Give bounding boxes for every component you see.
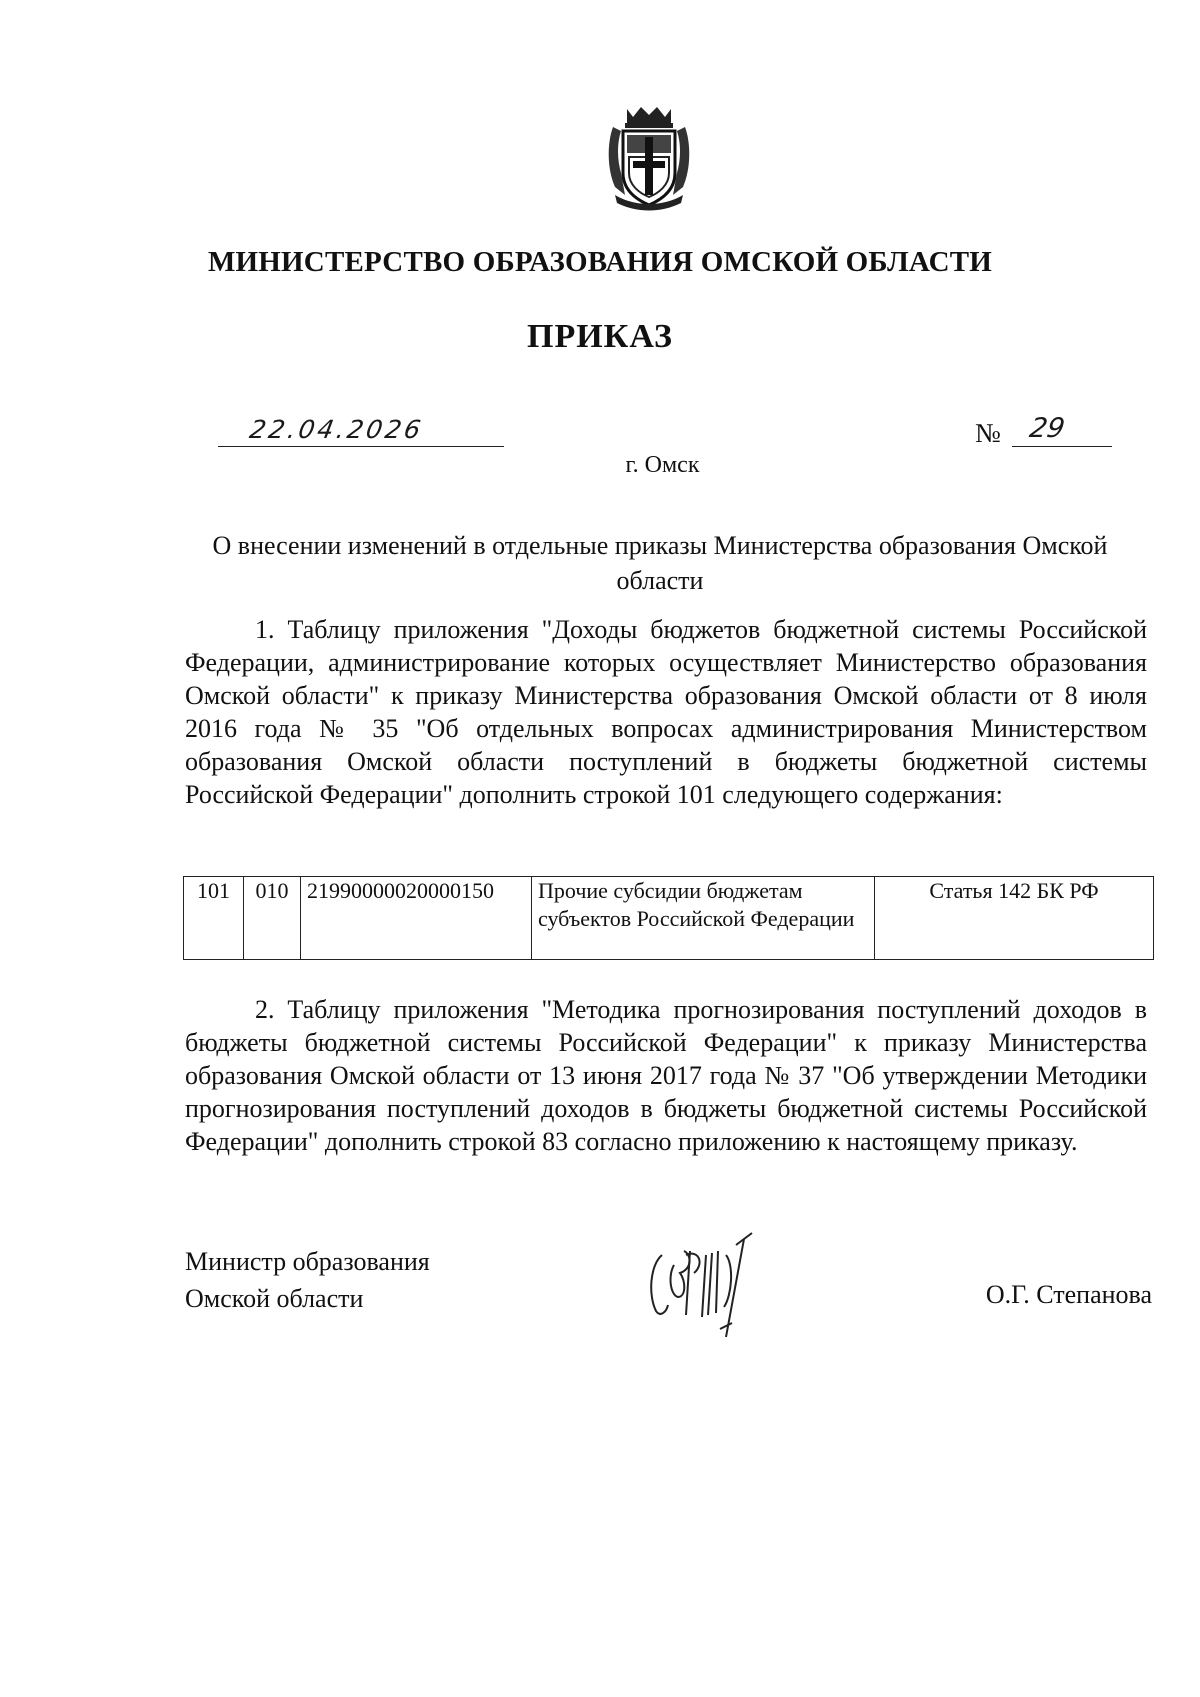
cell-description: Прочие субсидии бюджетам субъектов Российской Федерации bbox=[532, 877, 875, 960]
signer-position-line-1: Министр образования bbox=[185, 1247, 430, 1276]
number-underline bbox=[1012, 446, 1112, 447]
paragraph-1: 1. Таблицу приложения "Доходы бюджетов бюджетной системы Российской Федерации, администрирование которых осуществляет Министерство образования Омской области" к приказу Министерства образования Омской области от 8 июля 2016 года № 35 "Об отдельных вопросах администрирования Министерством образования Омской области поступлений в бюджеты бюджетной системы Российской Федерации" дополнить строкой 101 следующего содержания: bbox=[185, 615, 1147, 809]
paragraph-2: 2. Таблицу приложения "Методика прогнозирования поступлений доходов в бюджеты бюджетной системы Российской Федерации" к приказу Министерства образования Омской области от 13 июня 2017 года № 37 "Об утверждении Методики прогнозирования поступлений доходов в бюджеты бюджетной системы Российской Федерации" дополнить строкой 83 согласно приложению к настоящему приказу. bbox=[185, 995, 1147, 1156]
cell-line-number: 101 bbox=[184, 877, 244, 960]
signer-position bbox=[185, 1243, 430, 1317]
order-date: 22.04.2026 bbox=[247, 415, 426, 444]
cell-admin-code: 010 bbox=[244, 877, 301, 960]
income-table bbox=[183, 876, 1154, 960]
handwritten-signature bbox=[640, 1225, 780, 1345]
ministry-name: МИНИСТЕРСТВО ОБРАЗОВАНИЯ ОМСКОЙ ОБЛАСТИ bbox=[207, 246, 993, 278]
order-number-label: № bbox=[975, 418, 1001, 448]
signer-position-line-2: Омской области bbox=[185, 1284, 364, 1313]
cell-kbk-code: 21990000020000150 bbox=[301, 877, 532, 960]
date-underline bbox=[218, 446, 504, 447]
table-row bbox=[184, 877, 1154, 960]
order-number: 29 bbox=[1027, 413, 1068, 444]
order-subject: О внесении изменений в отдельные приказы Министерства образования Омской области bbox=[212, 531, 1108, 595]
city: г. Омск bbox=[625, 452, 700, 478]
document-type-title: ПРИКАЗ bbox=[527, 318, 673, 355]
signer-name: О.Г. Степанова bbox=[985, 1280, 1152, 1309]
coat-of-arms-icon bbox=[605, 103, 693, 213]
cell-legal-basis: Статья 142 БК РФ bbox=[875, 877, 1154, 960]
